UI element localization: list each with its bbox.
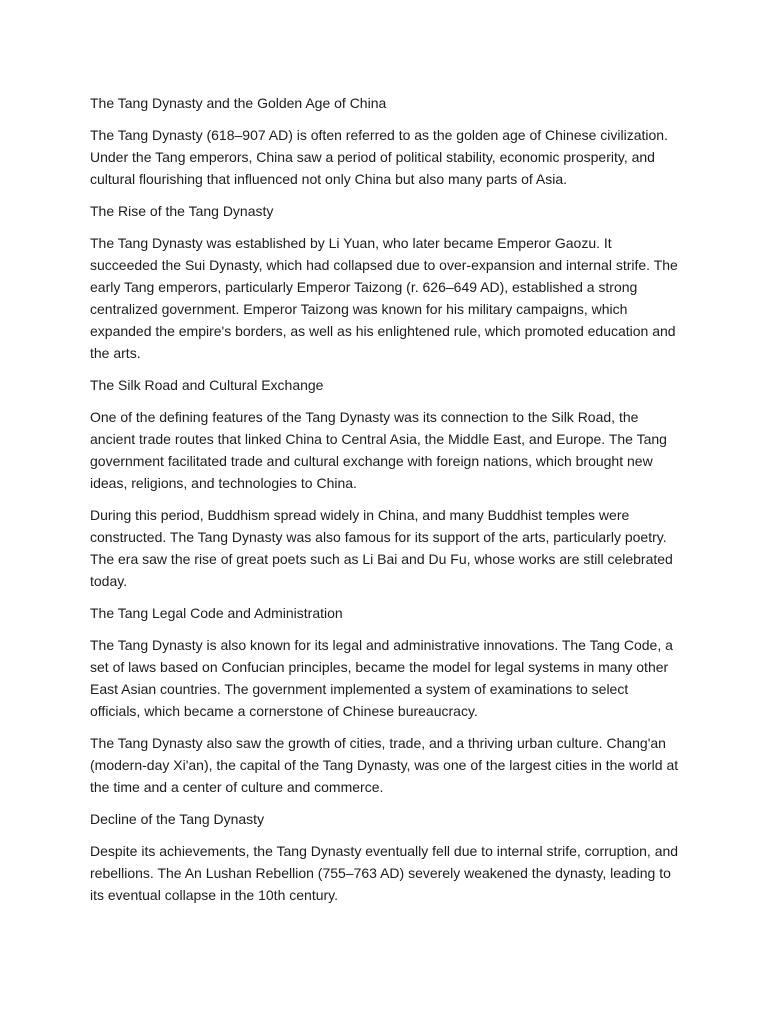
paragraph-legal-code-2: The Tang Dynasty also saw the growth of cities, trade, and a thriving urban culture. Chang'an (modern-day Xi'an), the capital of the Tang Dynasty, was one of the largest cities in the world at the time and a center of culture and commerce. <box>90 735 679 795</box>
document-page <box>90 92 680 916</box>
paragraph-silk-road-1: One of the defining features of the Tang Dynasty was its connection to the Silk Road, the ancient trade routes that linked China to Central Asia, the Middle East, and Europe. The Tang government facilitated trade and cultural exchange with foreign nations, which brought new ideas, religions, and technologies to China. <box>90 409 667 491</box>
section-heading-legal-code: The Tang Legal Code and Administration <box>90 605 343 621</box>
paragraph-legal-code-1: The Tang Dynasty is also known for its legal and administrative innovations. The Tang Code, a set of laws based on Confucian principles, became the model for legal systems in many other East Asian countries. The government implemented a system of examinations to select officials, which became a cornerstone of Chinese bureaucracy. <box>90 637 673 719</box>
paragraph-rise-1: The Tang Dynasty was established by Li Yuan, who later became Emperor Gaozu. It succeeded the Sui Dynasty, which had collapsed due to over-expansion and internal strife. The early Tang emperors, particularly Emperor Taizong (r. 626–649 AD), established a strong centralized government. Emperor Taizong was known for his military campaigns, which expanded the empire's borders, as well as his enlightened rule, which promoted education and the arts. <box>90 235 678 361</box>
document-title: The Tang Dynasty and the Golden Age of China <box>90 95 387 111</box>
section-heading-silk-road: The Silk Road and Cultural Exchange <box>90 377 324 393</box>
paragraph-decline-1: Despite its achievements, the Tang Dynasty eventually fell due to internal strife, corruption, and rebellions. The An Lushan Rebellion (755–763 AD) severely weakened the dynasty, leading to its eventual collapse in the 10th century. <box>90 843 679 903</box>
section-heading-rise: The Rise of the Tang Dynasty <box>90 203 274 219</box>
section-heading-decline: Decline of the Tang Dynasty <box>90 811 265 827</box>
intro-paragraph: The Tang Dynasty (618–907 AD) is often referred to as the golden age of Chinese civilization. Under the Tang emperors, China saw a period of political stability, economic prosperity, and cultural flourishing that influenced not only China but also many parts of Asia. <box>90 127 668 187</box>
paragraph-silk-road-2: During this period, Buddhism spread widely in China, and many Buddhist temples were constructed. The Tang Dynasty was also famous for its support of the arts, particularly poetry. The era saw the rise of great poets such as Li Bai and Du Fu, whose works are still celebrated today. <box>90 507 673 589</box>
